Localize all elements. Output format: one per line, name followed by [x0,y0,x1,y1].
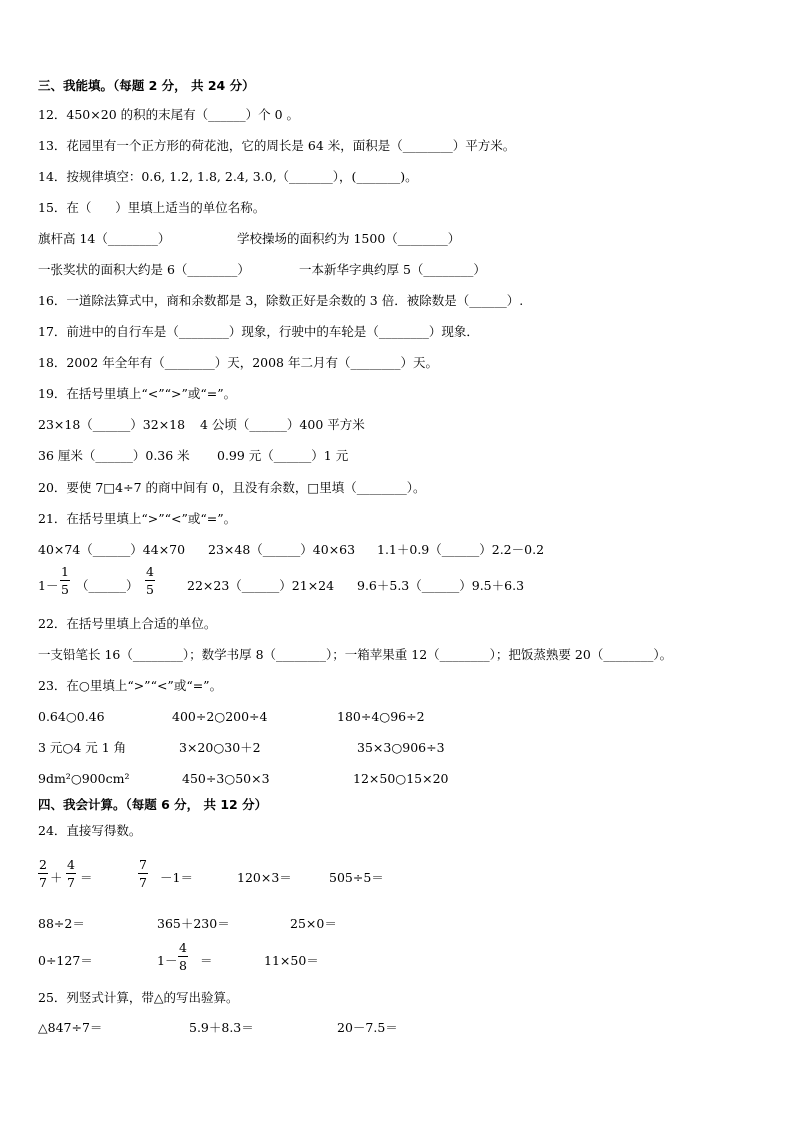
question-25: 25．列竖式计算，带△的写出验算。 [38,990,239,1005]
question-15c: 一张奖状的面积大约是 6（________） [38,262,250,277]
calc-11x50: 11×50＝ [264,953,319,968]
question-19a: 23×18（______）32×18 [38,417,186,432]
calc-88d2: 88÷2＝ [38,916,85,931]
fraction-numerator: 1 [61,564,69,579]
question-20: 20．要使 7□4÷7 的商中间有 0，且没有余数，□里填（________）。 [38,480,426,495]
question-19: 19．在括号里填上“<”“>”或“=”。 [38,386,237,401]
question-17: 17．前进中的自行车是（________）现象，行驶中的车轮是（________）现象． [38,324,479,339]
plus-sign: ＋ [50,870,63,885]
fraction-4-5 [145,564,155,597]
q23-item: 9dm²○900cm² [38,771,130,786]
question-21b: 23×48（______）40×63 [208,542,356,557]
fraction-7-7 [138,857,148,890]
fraction-denominator: 5 [61,582,69,597]
question-19c: 36 厘米（______）0.36 米 [38,448,190,463]
calc-20m7.5: 20－7.5＝ [337,1020,398,1035]
question-13: 13．花园里有一个正方形的荷花池，它的周长是 64 米，面积是（________）平方米。 [38,138,516,153]
calc-25x0: 25×0＝ [290,916,337,931]
fraction-denominator: 7 [67,875,75,890]
fraction-numerator: 4 [179,940,187,955]
calc-7-7-tail: －1＝ [160,870,193,885]
question-21a: 40×74（______）44×70 [38,542,186,557]
section-3-header: 三、我能填。（每题 2 分， 共 24 分） [38,78,255,93]
equals-sign: ＝ [80,870,93,885]
fraction-numerator: 4 [146,564,154,579]
calc-847d7: △847÷7＝ [38,1020,103,1035]
q23-item: 12×50○15×20 [353,771,449,786]
fraction-2-7 [38,857,48,890]
calc-120x3: 120×3＝ [237,870,292,885]
question-21: 21．在括号里填上“>”“<”或“=”。 [38,511,237,526]
fraction-4-7 [66,857,76,890]
question-23: 23．在○里填上“>”“<”或“=”。 [38,678,223,693]
calc-1m-eq: ＝ [200,953,213,968]
q23-item: 3×20○30＋2 [179,740,261,755]
question-24: 24．直接写得数。 [38,823,142,838]
question-21d-blank: （______） [76,578,139,593]
question-12: 12．450×20 的积的末尾有（______）个 0 。 [38,107,300,122]
fraction-denominator: 7 [139,875,147,890]
question-21c: 1.1＋0.9（______）2.2－0.2 [377,542,545,557]
fraction-denominator: 5 [146,582,154,597]
q23-item: 180÷4○96÷2 [337,709,425,724]
fraction-4-8 [178,940,188,973]
question-15a: 旗杆高 14（________） [38,231,171,246]
calc-5.9p8.3: 5.9＋8.3＝ [189,1020,254,1035]
fraction-1-5 [60,564,70,597]
calc-505d5: 505÷5＝ [329,870,384,885]
question-15: 15．在（ ）里填上适当的单位名称。 [38,200,266,215]
calc-0d127: 0÷127＝ [38,953,93,968]
question-15d: 一本新华字典约厚 5（________） [299,262,486,277]
q23-item: 450÷3○50×3 [182,771,270,786]
question-16: 16．一道除法算式中，商和余数都是 3，除数正好是余数的 3 倍．被除数是（______）. [38,293,524,308]
question-21d-prefix: 1－ [38,578,59,593]
q23-item: 3 元○4 元 1 角 [38,740,127,755]
question-22: 22．在括号里填上合适的单位。 [38,616,217,631]
section-4-header: 四、我会计算。（每题 6 分， 共 12 分） [38,797,268,812]
question-21f: 9.6＋5.3（______）9.5＋6.3 [357,578,525,593]
question-22a: 一支铅笔长 16（________）；数学书厚 8（________）；一箱苹果重 12（________）；把饭蒸熟要 20（________）。 [38,647,673,662]
q23-item: 400÷2○200÷4 [172,709,268,724]
calc-365p230: 365＋230＝ [157,916,230,931]
fraction-numerator: 4 [67,857,75,872]
q23-item: 35×3○906÷3 [357,740,445,755]
question-18: 18．2002 年全年有（________）天，2008 年二月有（________）天。 [38,355,438,370]
question-21e: 22×23（______）21×24 [187,578,335,593]
fraction-numerator: 2 [39,857,47,872]
fraction-denominator: 8 [179,958,187,973]
fraction-denominator: 7 [39,875,47,890]
calc-1m-prefix: 1－ [157,953,178,968]
q23-item: 0.64○0.46 [38,709,105,724]
question-14: 14．按规律填空：0.6, 1.2, 1.8, 2.4, 3.0,（_______），(_______)。 [38,169,418,184]
question-19b: 4 公顷（______）400 平方米 [200,417,365,432]
fraction-numerator: 7 [139,857,147,872]
question-15b: 学校操场的面积约为 1500（________） [237,231,461,246]
question-19d: 0.99 元（______）1 元 [217,448,349,463]
